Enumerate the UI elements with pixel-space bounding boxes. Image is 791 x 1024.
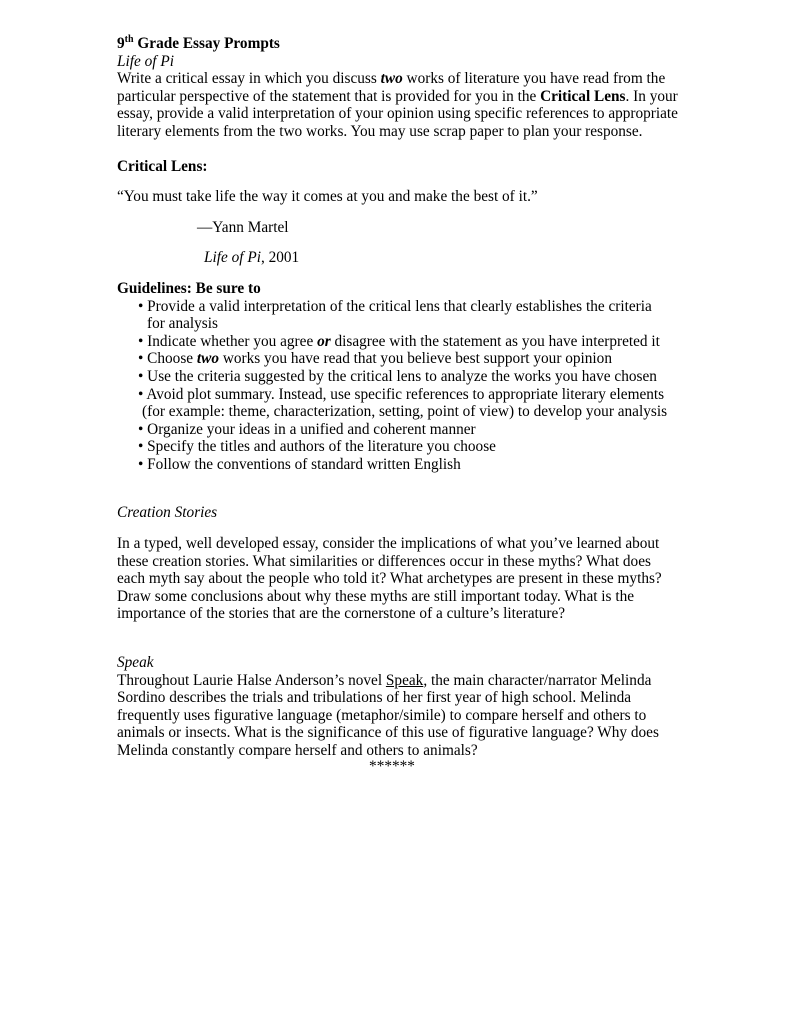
title-grade-number: 9 [117,35,125,52]
document-title [117,35,682,53]
quote-work-title: Life of Pi [204,249,261,267]
guideline-item: • Organize your ideas in a unified and coherent manner [138,420,476,438]
guideline-item: • Use the criteria suggested by the critical lens to analyze the works you have chosen [138,367,657,385]
critical-lens-quote: “You must take life the way it comes at you and make the best of it.” [117,188,538,206]
instructions-text-2: works of literature you have read from the particular perspective of the statement that is provided for you in the [117,70,666,105]
speak-prompt-text-1: Throughout Laurie Halse Anderson’s novel [117,671,386,689]
life-of-pi-instructions [117,70,682,140]
instructions-text-1: Write a critical essay in which you discuss [117,70,381,88]
guideline-item [138,350,682,368]
critical-lens-heading: Critical Lens: [117,157,208,175]
guideline-5-line-1: • Avoid plot summary. Instead, use specific references to appropriate literary elements [138,385,665,403]
speak-prompt-text-2: , the main character/narrator Melinda Sordino describes the trials and tribulations of her first year of high school. Melinda frequently uses figurative language (metaphor/simile) to compare herself and others to animals or insects. What is the significance of this use of figurative language? Why does Melinda constantly compare herself and others to animals? [117,671,659,759]
guidelines-heading: Guidelines: Be sure to [117,279,261,297]
guideline-5-line-2: (for example: theme, characterization, setting, point of view) to develop your analysis [142,403,668,421]
document-page [117,35,682,773]
guideline-2-text-2: disagree with the statement as you have interpreted it [330,332,660,350]
creation-stories-heading: Creation Stories [117,504,218,522]
guidelines-list [117,298,682,474]
guideline-item [138,298,682,333]
guideline-2-text-1: • Indicate whether you agree [138,332,318,350]
creation-stories-prompt: In a typed, well developed essay, consider the implications of what you’ve learned about these creation stories. What similarities or differences occur in these myths? What does each myth say about the people who told it? What archetypes are present in these myths? Draw some conclusions about why these myths are still important today. What is the importance of the stories that are the cornerstone of a culture’s literature? [117,535,662,623]
guideline-1-line-2: for analysis [147,315,218,333]
speak-prompt [117,672,682,760]
quote-work [117,249,682,267]
guideline-1-line-1: • Provide a valid interpretation of the critical lens that clearly establishes the criteria [138,297,652,315]
guideline-item: • Follow the conventions of standard written English [138,455,461,473]
guideline-item [138,386,682,421]
speak-novel-title: Speak [385,671,424,689]
guideline-3-text-2: works you have read that you believe best support your opinion [219,350,612,368]
guideline-item: • Specify the titles and authors of the literature you choose [138,438,496,456]
guideline-item [138,333,682,351]
section-divider-stars: ****** [369,757,415,775]
instructions-emphasis-two: two [380,70,403,88]
quote-author: —Yann Martel [197,218,289,236]
title-text: Grade Essay Prompts [133,35,280,52]
guideline-2-emphasis-or: or [317,332,331,350]
life-of-pi-heading: Life of Pi [117,52,174,70]
title-superscript: th [124,33,134,45]
instructions-text-3: . In your essay, provide a valid interpretation of your opinion using specific references to appropriate literary elements from the two works. You may use scrap paper to plan your response. [117,87,678,140]
instructions-critical-lens: Critical Lens [540,87,626,105]
speak-heading: Speak [117,654,154,672]
quote-work-year: , 2001 [260,249,300,267]
guideline-3-emphasis-two: two [196,350,220,368]
guideline-3-text-1: • Choose [138,350,197,368]
